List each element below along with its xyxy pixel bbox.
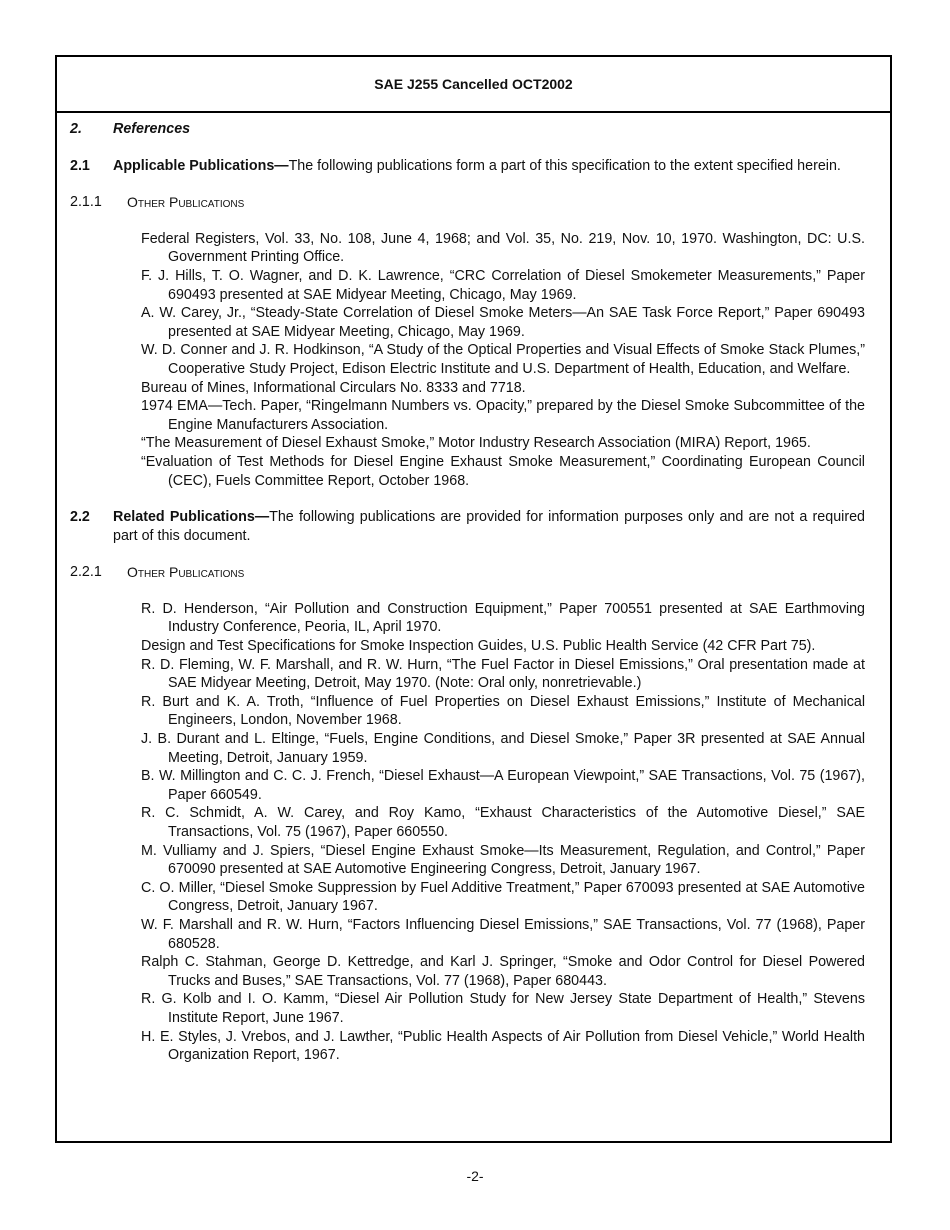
reference-item: C. O. Miller, “Diesel Smoke Suppression by Fuel Additive Treatment,” Paper 670093 presented at SAE Automotive Congress, Detroit, January 1967. — [141, 879, 865, 915]
reference-item: H. E. Styles, J. Vrebos, and J. Lawther, “Public Health Aspects of Air Pollution from Diesel Vehicle,” World Health Organization Report, 1967. — [141, 1028, 865, 1064]
reference-item: R. D. Henderson, “Air Pollution and Construction Equipment,” Paper 700551 presented at SAE Earthmoving Industry Conference, Peoria, IL, April 1970. — [141, 600, 865, 636]
document-body — [70, 120, 865, 1083]
page-number: -2- — [466, 1168, 484, 1184]
related-number: 2.2 — [70, 509, 90, 526]
related-publications-para — [70, 508, 865, 545]
section-heading — [70, 120, 865, 139]
reference-item: R. Burt and K. A. Troth, “Influence of Fuel Properties on Diesel Exhaust Emissions,” Institute of Mechanical Engineers, London, November 1968. — [141, 693, 865, 729]
applicable-subheading — [70, 193, 865, 212]
applicable-reference-list — [141, 230, 865, 490]
document-header — [57, 57, 890, 113]
section-title: References — [113, 121, 191, 137]
related-text: The following publications are provided for information purposes only and are not a required part of this document. — [113, 509, 865, 544]
section-number: 2. — [70, 121, 82, 137]
applicable-sub-title: Other Publications — [127, 194, 245, 211]
reference-item: B. W. Millington and C. C. J. French, “Diesel Exhaust—A European Viewpoint,” SAE Transactions, Vol. 75 (1967), Paper 660549. — [141, 768, 865, 803]
header-title: SAE J255 Cancelled OCT2002 — [374, 76, 573, 92]
reference-item: 1974 EMA—Tech. Paper, “Ringelmann Numbers vs. Opacity,” prepared by the Diesel Smoke Subcommittee of the Engine Manufacturers Association. — [141, 398, 865, 433]
related-subheading — [70, 563, 865, 582]
reference-item: R. D. Fleming, W. F. Marshall, and R. W. Hurn, “The Fuel Factor in Diesel Emissions,” Oral presentation made at SAE Midyear Meeting, Detroit, May 1970. (Note: Oral only, nonretrievable.) — [141, 656, 865, 692]
related-lead: Related Publications— — [113, 509, 270, 526]
applicable-sub-number: 2.1.1 — [70, 194, 102, 211]
reference-item: Ralph C. Stahman, George D. Kettredge, and Karl J. Springer, “Smoke and Odor Control for Diesel Powered Trucks and Buses,” SAE Transactions, Vol. 77 (1968), Paper 680443. — [141, 954, 865, 989]
applicable-lead: Applicable Publications— — [113, 157, 289, 174]
reference-item: M. Vulliamy and J. Spiers, “Diesel Engine Exhaust Smoke—Its Measurement, Regulation, and Control,” Paper 670090 presented at SAE Automotive Engineering Congress, Detroit, January 1967. — [141, 842, 865, 878]
related-sub-title: Other Publications — [127, 564, 245, 581]
reference-item: W. F. Marshall and R. W. Hurn, “Factors Influencing Diesel Emissions,” SAE Transactions, Vol. 77 (1968), Paper 680528. — [141, 916, 865, 952]
reference-item: R. C. Schmidt, A. W. Carey, and Roy Kamo, “Exhaust Characteristics of the Automotive Diesel,” SAE Transactions, Vol. 75 (1967), Paper 660550. — [141, 805, 865, 840]
document-frame — [55, 55, 892, 1143]
reference-item: “The Measurement of Diesel Exhaust Smoke,” Motor Industry Research Association (MIRA) Report, 1965. — [141, 435, 811, 452]
reference-item: Bureau of Mines, Informational Circulars No. 8333 and 7718. — [141, 379, 526, 396]
reference-item: F. J. Hills, T. O. Wagner, and D. K. Lawrence, “CRC Correlation of Diesel Smokemeter Measurements,” Paper 690493 presented at SAE Midyear Meeting, Chicago, May 1969. — [141, 267, 865, 303]
applicable-number: 2.1 — [70, 157, 90, 174]
reference-item: A. W. Carey, Jr., “Steady-State Correlation of Diesel Smoke Meters—An SAE Task Force Report,” Paper 690493 presented at SAE Midyear Meeting, Chicago, May 1969. — [141, 305, 865, 340]
applicable-text: The following publications form a part of this specification to the extent specified herein. — [288, 157, 841, 174]
reference-item: J. B. Durant and L. Eltinge, “Fuels, Engine Conditions, and Diesel Smoke,” Paper 3R presented at SAE Annual Meeting, Detroit, January 1959. — [141, 731, 865, 766]
reference-item: R. G. Kolb and I. O. Kamm, “Diesel Air Pollution Study for New Jersey State Department of Health,” Stevens Institute Report, June 1967. — [141, 991, 865, 1026]
reference-item: Federal Registers, Vol. 33, No. 108, June 4, 1968; and Vol. 35, No. 219, Nov. 10, 1970. Washington, DC: U.S. Government Printing Office. — [141, 230, 865, 266]
reference-item: Design and Test Specifications for Smoke Inspection Guides, U.S. Public Health Service (42 CFR Part 75). — [141, 638, 816, 655]
applicable-publications-para — [70, 157, 865, 176]
reference-item: “Evaluation of Test Methods for Diesel Engine Exhaust Smoke Measurement,” Coordinating European Council (CEC), Fuels Committee Report, October 1968. — [141, 453, 865, 489]
reference-item: W. D. Conner and J. R. Hodkinson, “A Study of the Optical Properties and Visual Effects of Smoke Stack Plumes,” Cooperative Study Project, Edison Electric Institute and U.S. Department of Health, Education, and Welfare. — [141, 342, 865, 377]
related-reference-list — [141, 600, 865, 1065]
related-sub-number: 2.2.1 — [70, 564, 102, 581]
